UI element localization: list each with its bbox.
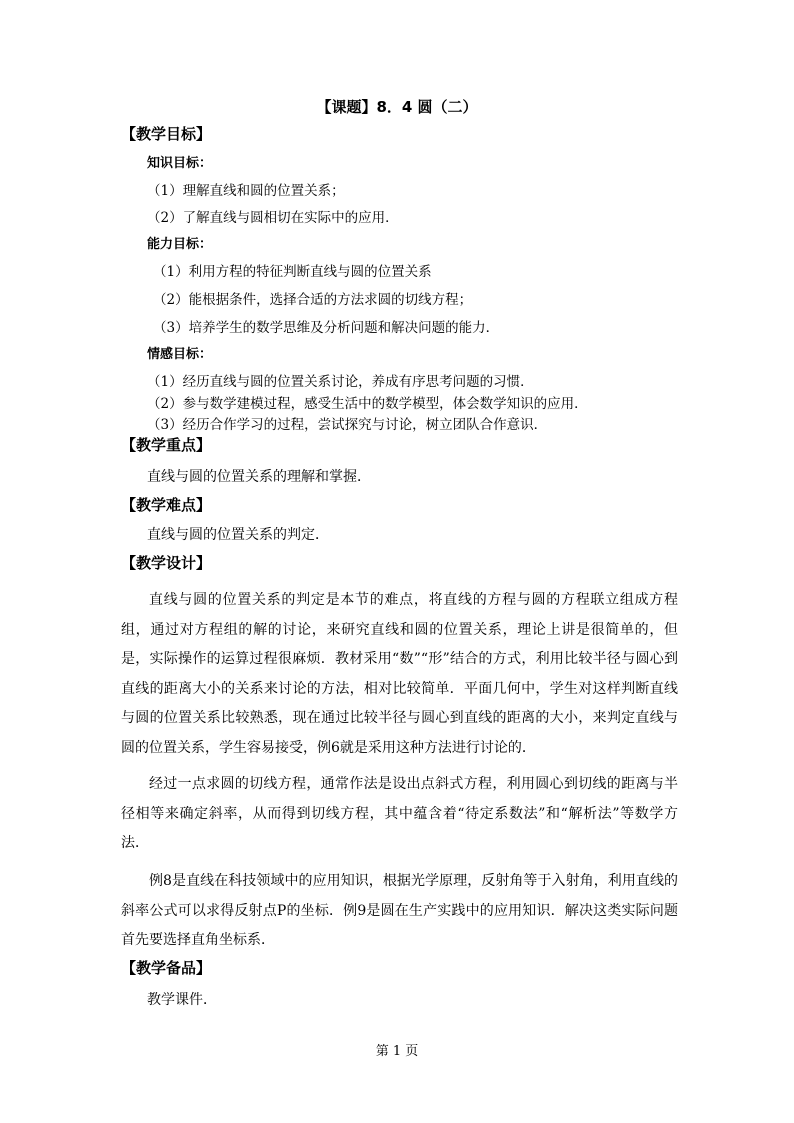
materials-text: 教学课件． <box>147 992 217 1008</box>
ability-item-2: （2）能根据条件，选择合适的方法求圆的切线方程； <box>153 292 473 308</box>
design-paragraph-3: 例8是直线在科技领域中的应用知识，根据光学原理，反射角等于入射角，利用直线的斜率公式可以求得反射点P的坐标．例9是圆在生产实践中的应用知识．解决这类实际问题首先要选择直角坐标系． <box>121 873 678 948</box>
ability-item-1: （1）利用方程的特征判断直线与圆的位置关系 <box>153 264 432 280</box>
design-paragraph-2: 经过一点求圆的切线方程，通常作法是设出点斜式方程，利用圆心到切线的距离与半径相等来确定斜率，从而得到切线方程，其中蕴含着“待定系数法”和“解析法”等数学方法． <box>121 776 678 851</box>
objectives-heading: 【教学目标】 <box>121 125 212 143</box>
design-heading: 【教学设计】 <box>121 554 212 572</box>
ability-item-3: （3）培养学生的数学思维及分析问题和解决问题的能力． <box>153 320 500 336</box>
emotion-item-1: （1）经历直线与圆的位置关系讨论，养成有序思考问题的习惯． <box>147 374 534 390</box>
emotion-item-3: （3）经历合作学习的过程，尝试探究与讨论，树立团队合作意识． <box>147 417 548 433</box>
key-points-text: 直线与圆的位置关系的理解和掌握． <box>147 469 371 485</box>
knowledge-objectives-label: 知识目标： <box>147 156 213 171</box>
key-points-heading: 【教学重点】 <box>121 436 212 454</box>
lesson-title: 【课题】8．4 圆（二） <box>316 98 478 116</box>
materials-heading: 【教学备品】 <box>121 959 212 977</box>
difficulties-heading: 【教学难点】 <box>121 496 212 514</box>
emotion-item-2: （2）参与数学建模过程，感受生活中的数学模型，体会数学知识的应用． <box>147 396 588 412</box>
difficulties-text: 直线与圆的位置关系的判定． <box>147 527 329 543</box>
page-number: 第 1 页 <box>375 1044 419 1059</box>
emotion-objectives-label: 情感目标： <box>147 347 213 362</box>
knowledge-item-1: （1）理解直线和圆的位置关系； <box>147 183 345 199</box>
ability-objectives-label: 能力目标： <box>147 237 213 252</box>
design-paragraph-1: 直线与圆的位置关系的判定是本节的难点，将直线的方程与圆的方程联立组成方程组，通过对方程组的解的讨论，来研究直线和圆的位置关系，理论上讲是很简单的，但是，实际操作的运算过程很麻烦．教材采用“数”“形”结合的方式，利用比较半径与圆心到直线的距离大小的关系来讨论的方法，相对比较简单．平面几何中，学生对这样判断直线与圆的位置关系比较熟悉，现在通过比较半径与圆心到直线的距离的大小，来判定直线与圆的位置关系，学生容易接受，例6就是采用这种方法进行讨论的． <box>121 592 678 756</box>
knowledge-item-2: （2）了解直线与圆相切在实际中的应用． <box>147 210 399 226</box>
